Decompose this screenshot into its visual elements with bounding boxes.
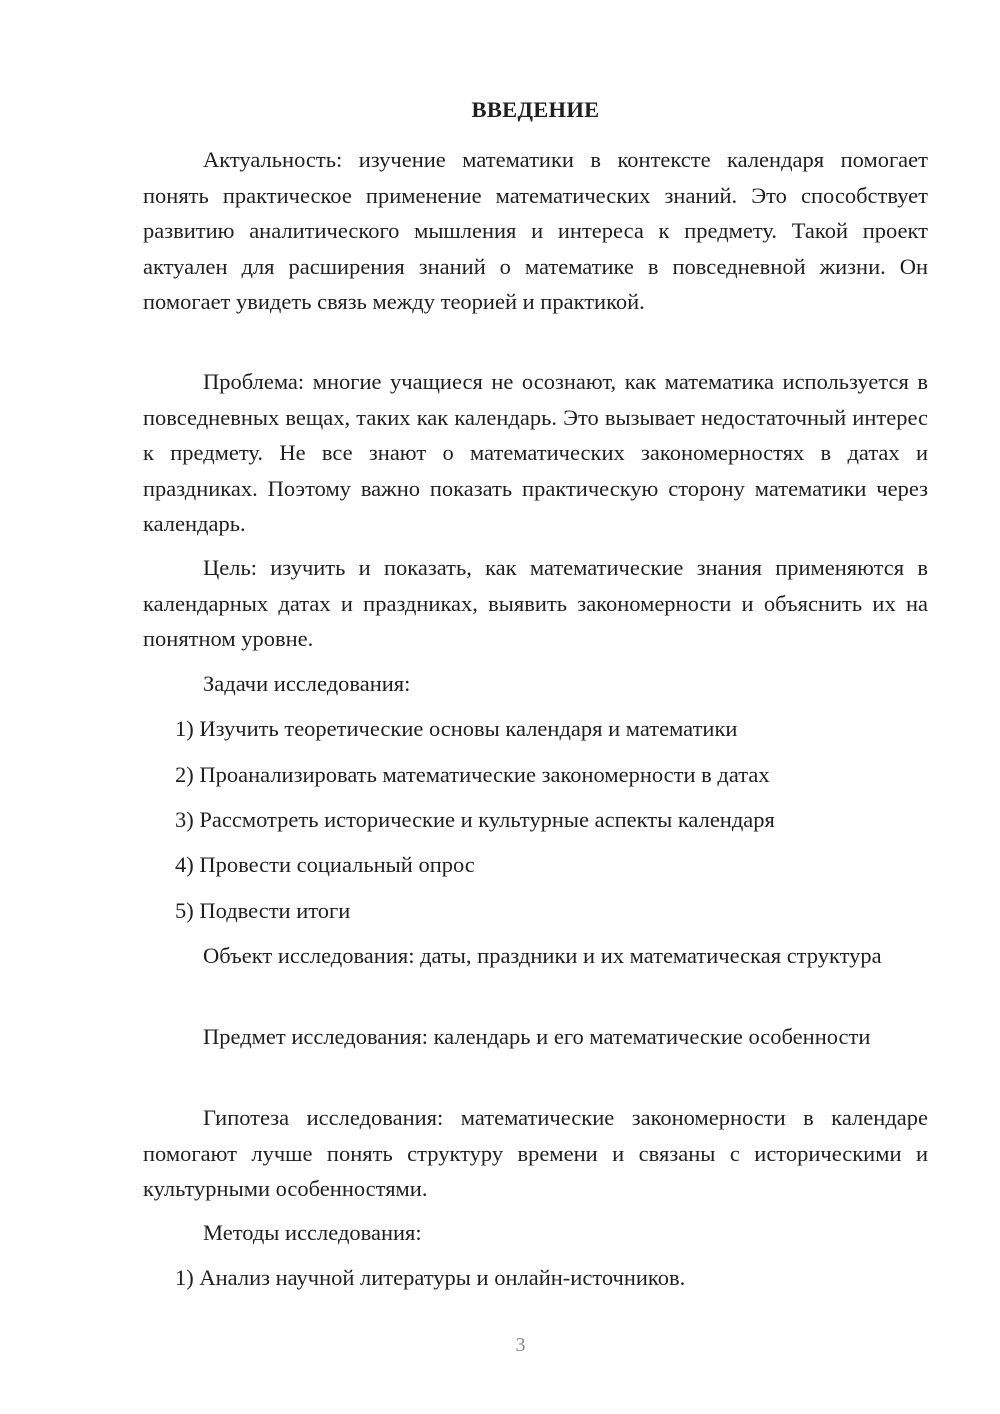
task-item: 5) Подвести итоги (175, 898, 351, 923)
task-item: 2) Проанализировать математические закономерности в датах (175, 762, 770, 787)
method-item: 1) Анализ научной литературы и онлайн-источников. (175, 1265, 686, 1290)
methods-heading: Методы исследования: (203, 1220, 422, 1245)
task-item: 1) Изучить теоретические основы календаря и математики (175, 716, 738, 741)
relevance-paragraph: Актуальность: изучение математики в контексте календаря помогает понять практическое применение математических знаний. Это способствует развитию аналитического мышления и интереса к предмету. Такой проект актуален для расширения знаний о математике в повседневной жизни. Он помогает увидеть связь между теорией и практикой. (143, 147, 928, 314)
document-page (143, 0, 928, 1414)
object-paragraph: Объект исследования: даты, праздники и их математическая структура (203, 943, 882, 968)
problem-paragraph: Проблема: многие учащиеся не осознают, как математика используется в повседневных вещах, таких как календарь. Это вызывает недостаточный интерес к предмету. Не все знают о математических закономерностях в датах и праздниках. Поэтому важно показать практическую сторону математики через календарь. (143, 369, 928, 536)
hypothesis-paragraph: Гипотеза исследования: математические закономерности в календаре помогают лучше понять структуру времени и связаны с историческими и культурными особенностями. (143, 1105, 928, 1201)
task-item: 3) Рассмотреть исторические и культурные аспекты календаря (175, 807, 775, 832)
task-item: 4) Провести социальный опрос (175, 852, 475, 877)
goal-paragraph: Цель: изучить и показать, как математические знания применяются в календарных датах и праздниках, выявить закономерности и объяснить их на понятном уровне. (143, 555, 928, 651)
page-number: 3 (515, 1334, 526, 1356)
subject-paragraph: Предмет исследования: календарь и его математические особенности (203, 1024, 871, 1049)
section-heading: ВВЕДЕНИЕ (471, 97, 600, 122)
tasks-heading: Задачи исследования: (203, 671, 411, 696)
